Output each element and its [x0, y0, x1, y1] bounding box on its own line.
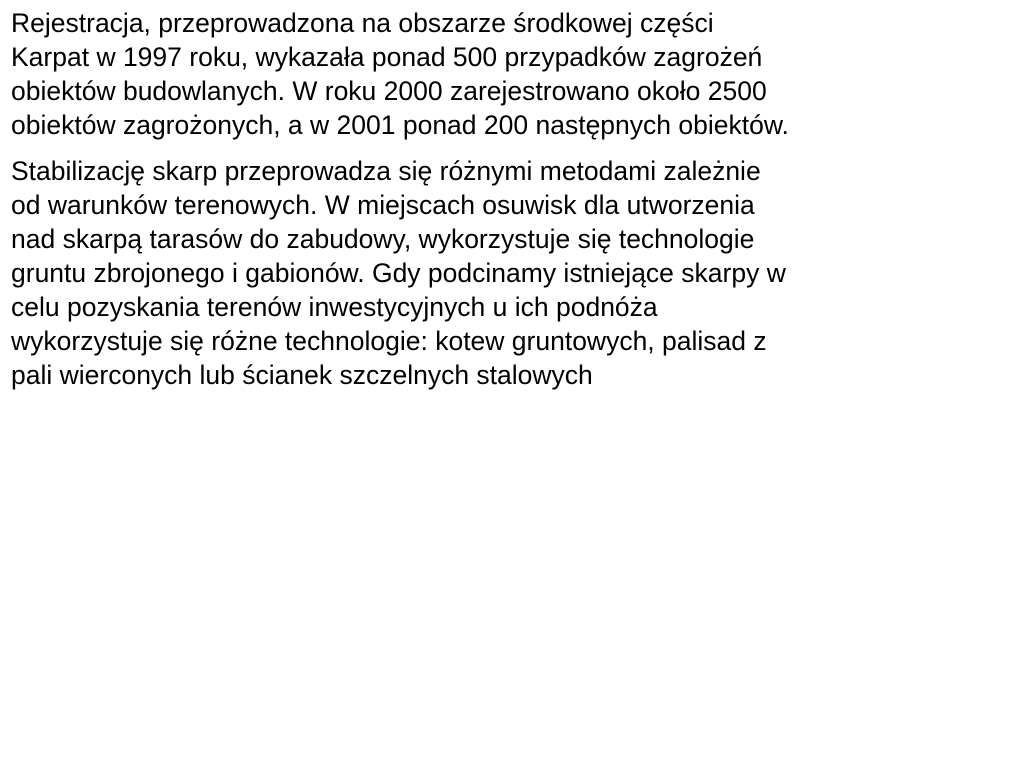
text-line: Stabilizację skarp przeprowadza się różnymi metodami zależnie: [11, 156, 761, 186]
paragraph-registration: [11, 6, 1016, 142]
text-line: Rejestracja, przeprowadzona na obszarze środkowej części: [11, 8, 714, 38]
text-line: obiektów zagrożonych, a w 2001 ponad 200 następnych obiektów.: [11, 110, 789, 140]
text-line: od warunków terenowych. W miejscach osuwisk dla utworzenia: [11, 190, 755, 220]
text-line: nad skarpą tarasów do zabudowy, wykorzystuje się technologie: [11, 224, 755, 254]
text-line: gruntu zbrojonego i gabionów. Gdy podcinamy istniejące skarpy w: [11, 258, 786, 288]
text-line: wykorzystuje się różne technologie: kotew gruntowych, palisad z: [11, 326, 767, 356]
text-line: pali wierconych lub ścianek szczelnych stalowych: [11, 360, 593, 390]
text-line: Karpat w 1997 roku, wykazała ponad 500 przypadków zagrożeń: [11, 42, 763, 72]
paragraph-stabilization: [11, 154, 1016, 392]
text-line: obiektów budowlanych. W roku 2000 zarejestrowano około 2500: [11, 76, 767, 106]
text-line: celu pozyskania terenów inwestycyjnych u ich podnóża: [11, 292, 658, 322]
